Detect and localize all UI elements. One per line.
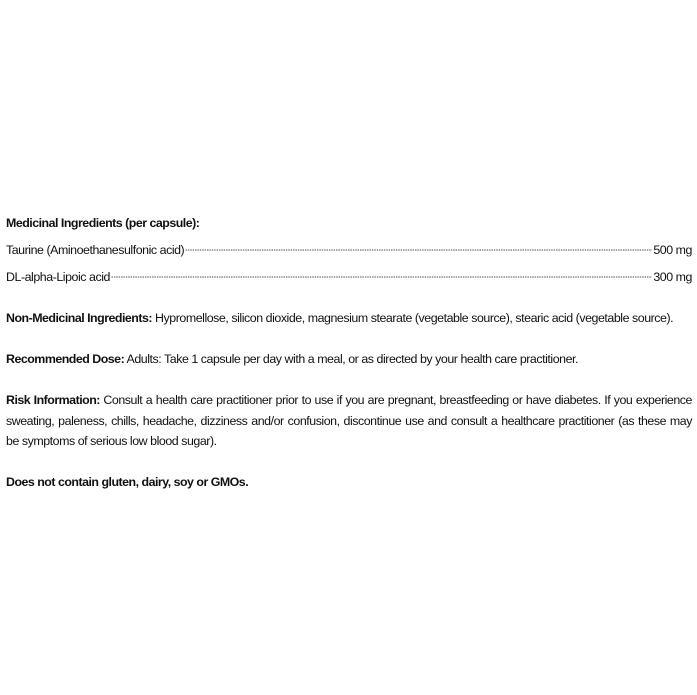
dot-leader [185, 234, 652, 255]
risk-information [6, 390, 692, 452]
product-label-text [6, 213, 692, 493]
non-medicinal-ingredients [6, 308, 692, 329]
risk-information-label: Risk Information: [6, 393, 100, 407]
ingredient-row-lipoic-acid [6, 261, 692, 288]
dot-leader [111, 261, 652, 282]
medicinal-ingredients-heading: Medicinal Ingredients (per capsule): [6, 216, 200, 230]
ingredient-amount: 300 mg [653, 270, 692, 284]
ingredient-row-taurine [6, 234, 692, 261]
non-medicinal-text: Hypromellose, silicon dioxide, magnesium stearate (vegetable source), stearic acid (vegetable source). [152, 311, 674, 325]
ingredient-name: DL-alpha-Lipoic acid [6, 270, 110, 284]
allergen-statement: Does not contain gluten, dairy, soy or GMOs. [6, 475, 249, 489]
non-medicinal-label: Non-Medicinal Ingredients: [6, 311, 153, 325]
recommended-dose [6, 349, 692, 370]
ingredient-amount: 500 mg [653, 243, 692, 257]
ingredient-name: Taurine (Aminoethanesulfonic acid) [6, 243, 185, 257]
risk-information-text: Consult a health care practitioner prior to use if you are pregnant, breastfeeding or have diabetes. If you experience sweating, paleness, chills, headache, dizziness and/or confusion, discontinue use and consult a healthcare practitioner (as these may be symptoms of serious low blood sugar). [6, 393, 692, 448]
recommended-dose-label: Recommended Dose: [6, 352, 125, 366]
recommended-dose-text: Adults: Take 1 capsule per day with a meal, or as directed by your health care practitioner. [124, 352, 579, 366]
